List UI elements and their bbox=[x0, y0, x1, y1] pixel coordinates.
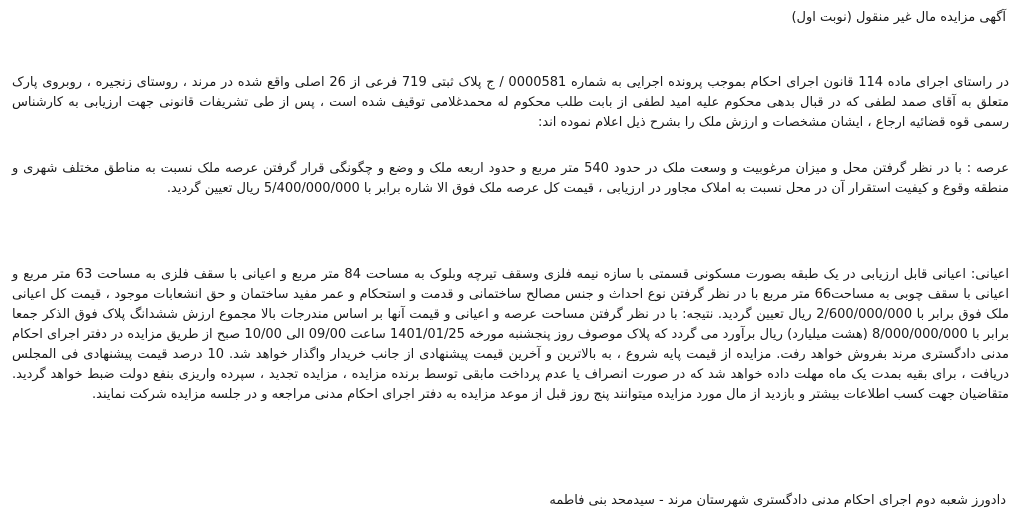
notice-paragraph-building: اعیانی: اعیانی قابل ارزیابی در یک طبقه بصورت مسکونی قسمتی با سازه نیمه فلزی وسقف تیرچه وبلوک به مساحت 84 متر مربع و اعیانی با سقف فلزی به مساحت 63 متر مربع و اعیانی با سقف چوبی به مساحت66 متر مربع با در نظر گرفتن نوع احداث و جنس مصالح ساختمانی و قدمت و استحکام و عمر مفید ساختمان و حق انشعابات موجود ، قیمت کل اعیانی ملک فوق برابر با 2/600/000/000 ریال تعیین گردید. نتیجه: با در نظر گرفتن مساحت عرصه و اعیانی و قیمت آنها بر اساس مندرجات بالا مجموع ارزش ششدانگ پلاک فوق الذکر جمعا برابر با 8/000/000/000 (هشت میلیارد) ریال برآورد می گردد که پلاک موصوف روز پنجشنبه مورخه 1401/01/25 ساعت 09/00 الی 10/00 صبح از طریق مزایده در دفتر اجرای احکام مدنی دادگستری مرند بفروش خواهد رفت. مزایده از قیمت پایه شروع ، به بالاترین و آخرین قیمت پیشنهادی از جانب خریدار واگذار خواهد شد. 10 درصد قیمت پیشنهادی فی المجلس دریافت ، برای بقیه بمدت یک ماه مهلت داده خواهد شد که در صورت انصراف یا عدم پرداخت مابقی توسط برنده مزایده ، مزایده تجدید ، سپرده واریزی بنفع دولت ضبط خواهد گردید. متقاضیان جهت کسب اطلاعات بیشتر و بازدید از مال مورد مزایده میتوانند پنج روز قبل از موعد مزایده به دفتر اجرای احکام مدنی مراجعه و در جلسه مزایده شرکت نمایند. bbox=[12, 267, 1009, 402]
notice-paragraph-land: عرصه : با در نظر گرفتن محل و میزان مرغوبیت و وسعت ملک در حدود 540 متر مربع و حدود اربعه ملک و وضع و چگونگی قرار گرفتن عرصه ملک نسبت به مناطق مختلف شهری و منطقه وقوع و کیفیت استقرار آن در محل نسبت به املاک مجاور در ارزیابی ، قیمت کل عرصه ملک فوق الا شاره برابر با 5/400/000/000 ریال تعیین گردید. bbox=[12, 161, 1009, 196]
notice-signature: دادورز شعبه دوم اجرای احکام مدنی دادگستری شهرستان مرند - سیدمحد بنی فاطمه bbox=[549, 493, 1006, 508]
notice-paragraph-intro: در راستای اجرای ماده 114 قانون اجرای احکام بموجب پرونده اجرایی به شماره 0000581 / ج پلاک ثبتی 719 فرعی از 26 اصلی واقع شده در مرند ، روستای زنجیره ، روبروی پارک متعلق به آقای صمد لطفی که در قبال بدهی محکوم علیه امید لطفی از بابت طلب محکوم له محمدغلامی توقیف شده است ، پس از طی تشریفات قانونی جهت ارزیابی به کارشناس رسمی قوه قضائیه ارجاع ، ایشان مشخصات و ارزش ملک را بشرح ذیل اعلام نموده اند: bbox=[12, 75, 1009, 130]
notice-title: آگهی مزایده مال غیر منقول (نوبت اول) bbox=[791, 10, 1006, 25]
